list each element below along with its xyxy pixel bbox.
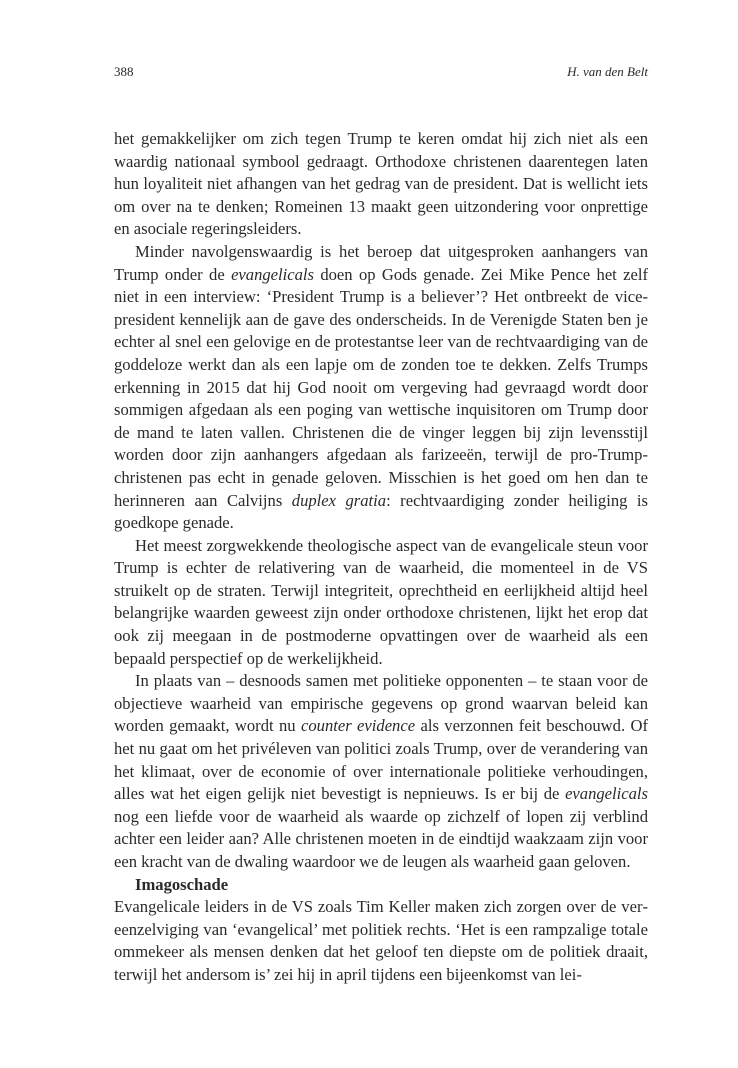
paragraph-3: Het meest zorgwekkende theologische aspect van de evangelicale steun voor Trump is echter de relativering van de waarheid, die momenteel in de VS struikelt op de straten. Terwijl integriteit, oprechtheid en eerlijkheid altijd heel belangrijke waarden geweest zijn onder orthodoxe christenen, lijkt het erop dat ook zij meegaan in de postmoderne opvattingen over de waarheid als een bepaald perspectief op de werkelijkheid. — [114, 535, 648, 668]
section-heading-imagoschade: Imagoschade — [135, 874, 229, 894]
paragraph-5: Evangelicale leiders in de VS zoals Tim Keller maken zich zorgen over de vereenzelviging van ‘evangelical’ met politiek rechts. ‘Het is een rampzalige totale ommekeer als mensen denken dat het geloof ten diepste om de politiek draait, terwijl het andersom is’ zei hij in april tijdens een bijeenkomst van lei- — [114, 897, 648, 984]
paragraph-2-text-e: : rechtvaardiging zonder heiliging is goedkope genade. — [114, 490, 648, 533]
paragraph-4 — [114, 670, 648, 873]
article-body — [114, 128, 648, 987]
paragraph-4-emphasis-counter-evidence: counter evidence — [300, 716, 416, 736]
running-head-author: H. van den Belt — [567, 64, 648, 79]
paragraph-2-text-c: doen op Gods genade. Zei Mike Pence het zelf niet in een interview: ‘President Trump is a believer’? Het ontbreekt de vicepresident kennelijk aan de gave des onderscheids. In de Verenigde Staten ben je echter al snel een gelovige en de protestantse leer van de rechtvaardiging van de goddeloze werkt dan als een lapje om de zonden toe te dekken. Zelfs Trumps erkenning in 2015 dat hij God nooit om vergeving had gevraagd wordt door sommigen afgedaan als een poging van wettische inquisitoren om Trump door de mand te laten vallen. Christenen die de vinger leggen bij zijn levensstijl worden door zijn aanhangers afgedaan als farizeeën, terwijl de pro-Trump-christenen pas echt in genade geloven. Misschien is het goed om hen dan te herinneren aan Calvijns — [114, 264, 648, 510]
paragraph-4-emphasis-evangelicals: evangelicals — [565, 784, 648, 804]
paragraph-2-text-a: Minder navolgenswaardig is het beroep dat uitgesproken aanhangers van Trump onder de — [114, 241, 648, 284]
paragraph-2-emphasis-duplex-gratia: duplex gratia — [291, 490, 387, 510]
paragraph-2 — [114, 241, 648, 535]
paragraph-2-emphasis-evangelicals: evangelicals — [231, 264, 314, 284]
page-header — [114, 64, 648, 84]
page-number: 388 — [114, 64, 134, 79]
paragraph-4-text-a: In plaats van – desnoods samen met politieke opponenten – te staan voor de objectieve waarheid van empirische gegevens op grond waarvan beleid kan worden gemaakt, wordt nu — [114, 671, 648, 736]
paragraph-4-text-e: nog een liefde voor de waarheid als waarde op zichzelf of lopen zij verblind achter een leider aan? Alle christenen moeten in de eindtijd waakzaam zijn voor een kracht van de dwaling waardoor we de leugen als waarheid gaan geloven. — [114, 806, 648, 871]
paragraph-1: het gemakkelijker om zich tegen Trump te keren omdat hij zich niet als een waardig nationaal symbool gedraagt. Orthodoxe christenen daarentegen laten hun loyaliteit niet afhangen van het gedrag van de president. Dat is wellicht iets om over na te denken; Romeinen 13 maakt geen uitzondering voor onprettige en asociale regeringsleiders. — [114, 129, 648, 239]
paragraph-4-text-c: als verzonnen feit beschouwd. Of het nu gaat om het privéleven van politici zoals Trump, over de verandering van het klimaat, over de economie of over internationale politieke verhoudingen, alles wat het eigen gelijk niet bevestigt is nepnieuws. Is er bij de — [114, 716, 648, 804]
